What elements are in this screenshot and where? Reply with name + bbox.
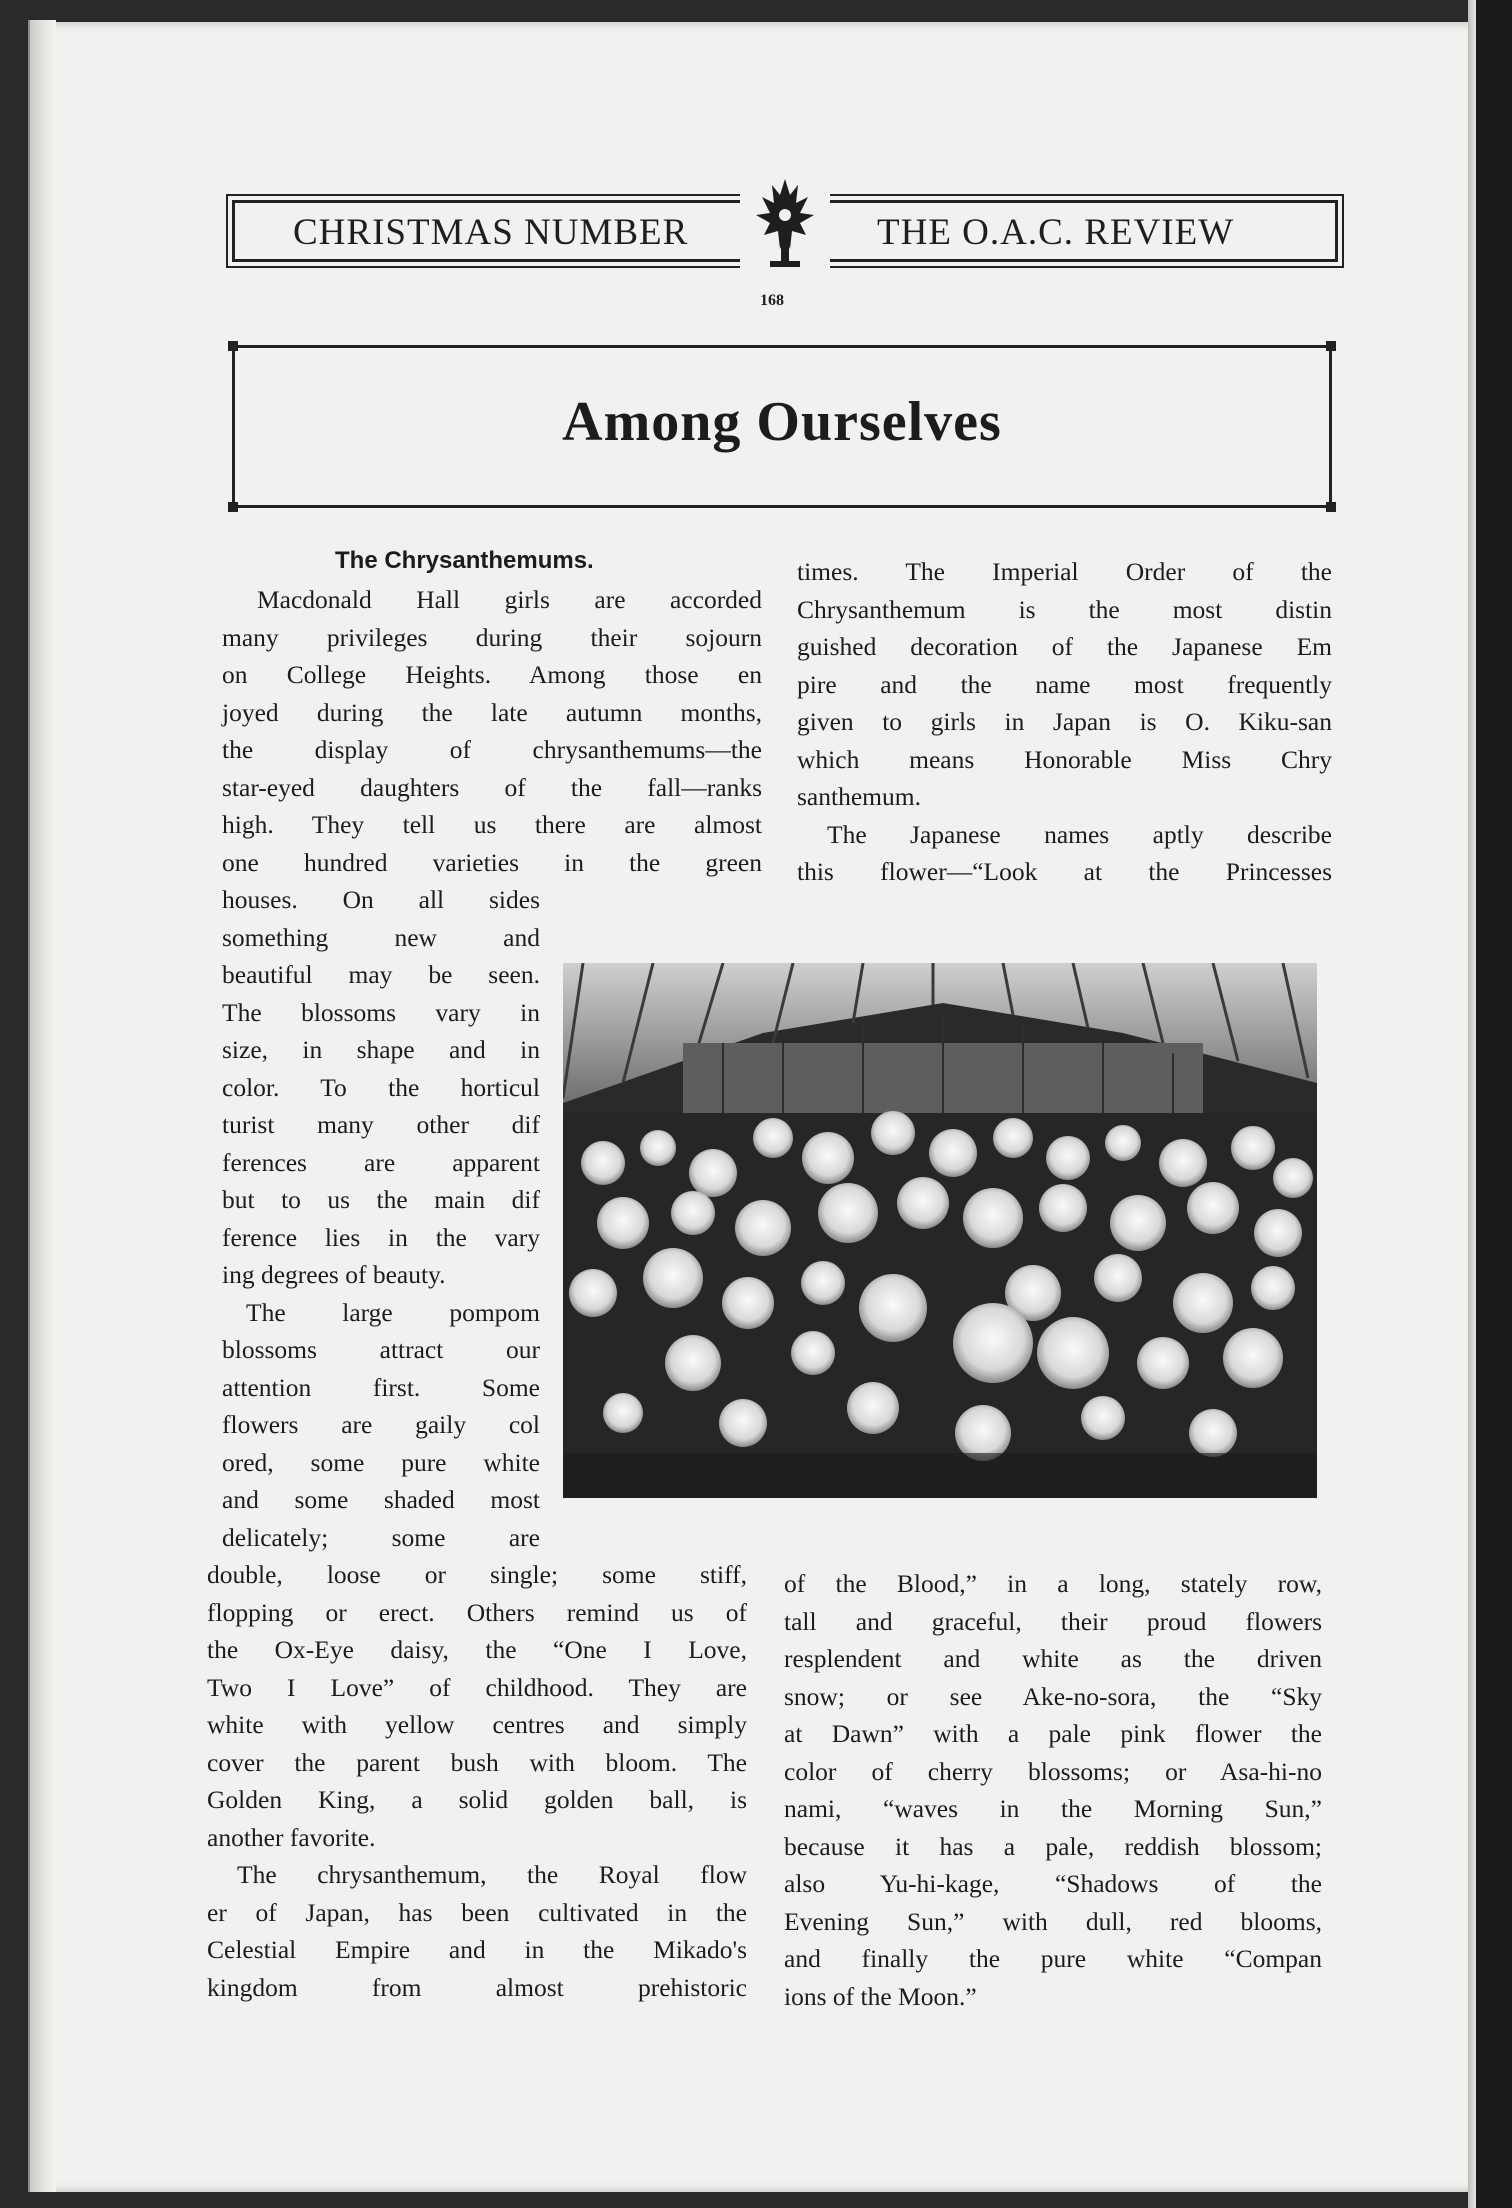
corner-ornament	[228, 502, 238, 512]
text-line: Macdonald Hall girls are accorded	[257, 585, 762, 614]
column-1-narrow	[222, 881, 540, 1556]
text-line: also Yu-hi-kage, “Shadows of the	[784, 1869, 1322, 1898]
text-line: Evening Sun,” with dull, red blooms,	[784, 1906, 1322, 1936]
crest-emblem	[740, 175, 830, 275]
article-heading: The Chrysanthemums.	[335, 547, 594, 574]
text-line: Golden King, a solid golden ball, is	[207, 1785, 747, 1814]
page-number: 168	[760, 292, 784, 309]
text-line: but to us the main dif	[222, 1185, 540, 1214]
text-line: at Dawn” with a pale pink flower the	[784, 1719, 1322, 1748]
text-line: ference lies in the vary	[222, 1222, 540, 1252]
text-line: and finally the pure white “Compan	[784, 1944, 1322, 1973]
greenhouse-photo	[563, 963, 1317, 1498]
running-head	[232, 200, 1338, 262]
scan-border	[1476, 0, 1512, 2208]
text-line: color of cherry blossoms; or Asa-hi-no	[784, 1756, 1322, 1786]
column-1-top	[222, 581, 762, 881]
text-line: beautiful may be seen.	[222, 960, 540, 989]
text-line: given to girls in Japan is O. Kiku-san	[797, 707, 1332, 736]
column-2-bottom	[784, 1565, 1322, 2015]
text-line: The large pompom	[246, 1297, 540, 1327]
running-head-right: THE O.A.C. REVIEW	[877, 212, 1235, 253]
text-line: er of Japan, has been cultivated in the	[207, 1897, 747, 1927]
text-line: houses. On all sides	[222, 885, 540, 914]
text-line: something new and	[222, 922, 540, 952]
text-line: many privileges during their sojourn	[222, 622, 762, 652]
text-line: pire and the name most frequently	[797, 669, 1332, 699]
text-line: snow; or see Ake-no-sora, the “Sky	[784, 1681, 1322, 1711]
column-1-bottom	[207, 1556, 747, 2006]
text-line: cover the parent bush with bloom. The	[207, 1747, 747, 1777]
running-head-left: CHRISTMAS NUMBER	[293, 212, 689, 253]
text-line: Celestial Empire and in the Mikado's	[207, 1935, 747, 1964]
text-line: The Japanese names aptly describe	[827, 819, 1332, 849]
text-line: delicately; some are	[222, 1522, 540, 1552]
text-line: double, loose or single; some stiff,	[207, 1560, 747, 1589]
text-line: ions of the Moon.”	[784, 1981, 977, 2011]
text-line: guished decoration of the Japanese Em	[797, 632, 1332, 661]
text-line: ferences are apparent	[222, 1147, 540, 1177]
text-line: color. To the horticul	[222, 1072, 540, 1102]
text-line: on College Heights. Among those en	[222, 660, 762, 689]
text-line: Chrysanthemum is the most distin	[797, 594, 1332, 624]
text-line: and some shaded most	[222, 1485, 540, 1514]
corner-ornament	[228, 341, 238, 351]
text-line: attention first. Some	[222, 1372, 540, 1402]
text-line: one hundred varieties in the green	[222, 847, 762, 877]
text-line: The chrysanthemum, the Royal flow	[237, 1860, 747, 1889]
title-box	[232, 345, 1332, 508]
text-line: another favorite.	[207, 1822, 376, 1852]
text-line: flowers are gaily col	[222, 1410, 540, 1439]
text-line: star-eyed daughters of the fall—ranks	[222, 772, 762, 802]
text-line: this flower—“Look at the Princesses	[797, 857, 1332, 886]
text-line: the display of chrysanthemums—the	[222, 735, 762, 764]
column-2-top	[797, 553, 1332, 891]
text-line: of the Blood,” in a long, stately row,	[784, 1569, 1322, 1598]
corner-ornament	[1326, 341, 1336, 351]
text-line: size, in shape and in	[222, 1035, 540, 1064]
text-line: blossoms attract our	[222, 1335, 540, 1364]
corner-ornament	[1326, 502, 1336, 512]
text-line: the Ox-Eye daisy, the “One I Love,	[207, 1635, 747, 1664]
text-line: kingdom from almost prehistoric	[207, 1972, 747, 2002]
text-line: high. They tell us there are almost	[222, 810, 762, 839]
text-line: because it has a pale, reddish blossom;	[784, 1831, 1322, 1861]
text-line: santhemum.	[797, 782, 921, 811]
text-line: The blossoms vary in	[222, 997, 540, 1027]
text-line: tall and graceful, their proud flowers	[784, 1606, 1322, 1636]
page-title: Among Ourselves	[562, 391, 1002, 453]
page-binding	[28, 20, 56, 2192]
text-line: white with yellow centres and simply	[207, 1710, 747, 1739]
text-line: resplendent and white as the driven	[784, 1644, 1322, 1673]
text-line: turist many other dif	[222, 1110, 540, 1139]
text-line: joyed during the late autumn months,	[222, 697, 762, 727]
text-line: ing degrees of beauty.	[222, 1260, 446, 1289]
text-line: nami, “waves in the Morning Sun,”	[784, 1794, 1322, 1823]
text-line: flopping or erect. Others remind us of	[207, 1597, 747, 1627]
text-line: Two I Love” of childhood. They are	[207, 1672, 747, 1702]
text-line: ored, some pure white	[222, 1447, 540, 1477]
text-line: which means Honorable Miss Chry	[797, 744, 1332, 774]
text-line: times. The Imperial Order of the	[797, 557, 1332, 586]
